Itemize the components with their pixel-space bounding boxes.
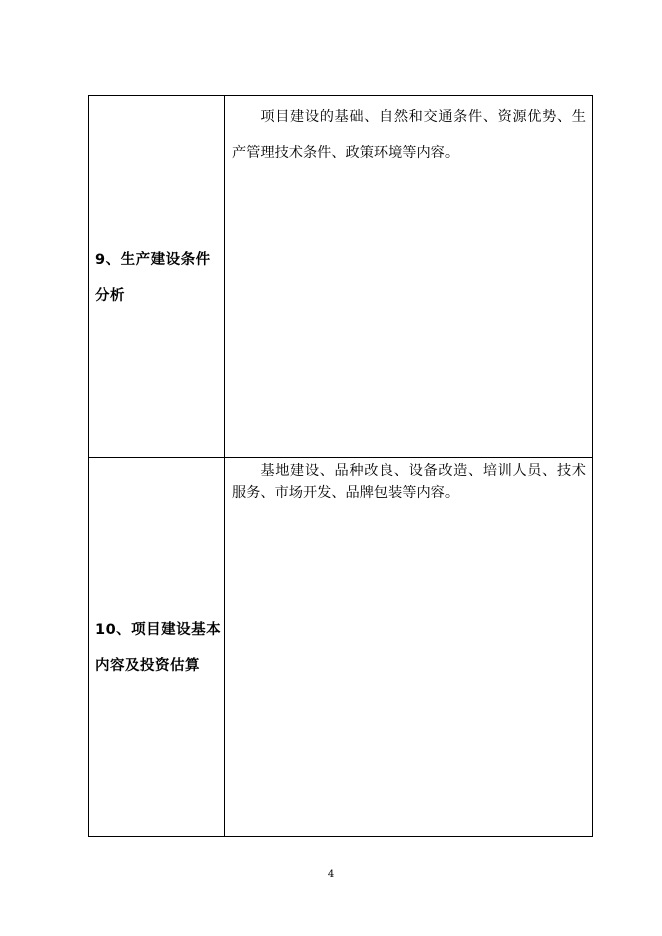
content-cell <box>225 458 592 836</box>
content-cell <box>225 96 592 457</box>
row-label-construction-investment: 10、项目建设基本内容及投资估算 <box>95 622 222 674</box>
row-content-construction-investment: 基地建设、品种改良、设备改造、培训人员、技术服务、市场开发、品牌包装等内容。 <box>232 463 586 501</box>
table-row-production-conditions <box>89 96 592 458</box>
table-row-construction-investment <box>89 458 592 836</box>
label-cell <box>89 458 225 836</box>
row-content-production-conditions: 项目建设的基础、自然和交通条件、资源优势、生产管理技术条件、政策环境等内容。 <box>232 109 586 161</box>
row-label-production-conditions: 9、生产建设条件分析 <box>95 252 211 304</box>
page-number: 4 <box>327 869 335 880</box>
label-cell <box>89 96 225 457</box>
form-table <box>88 95 593 837</box>
